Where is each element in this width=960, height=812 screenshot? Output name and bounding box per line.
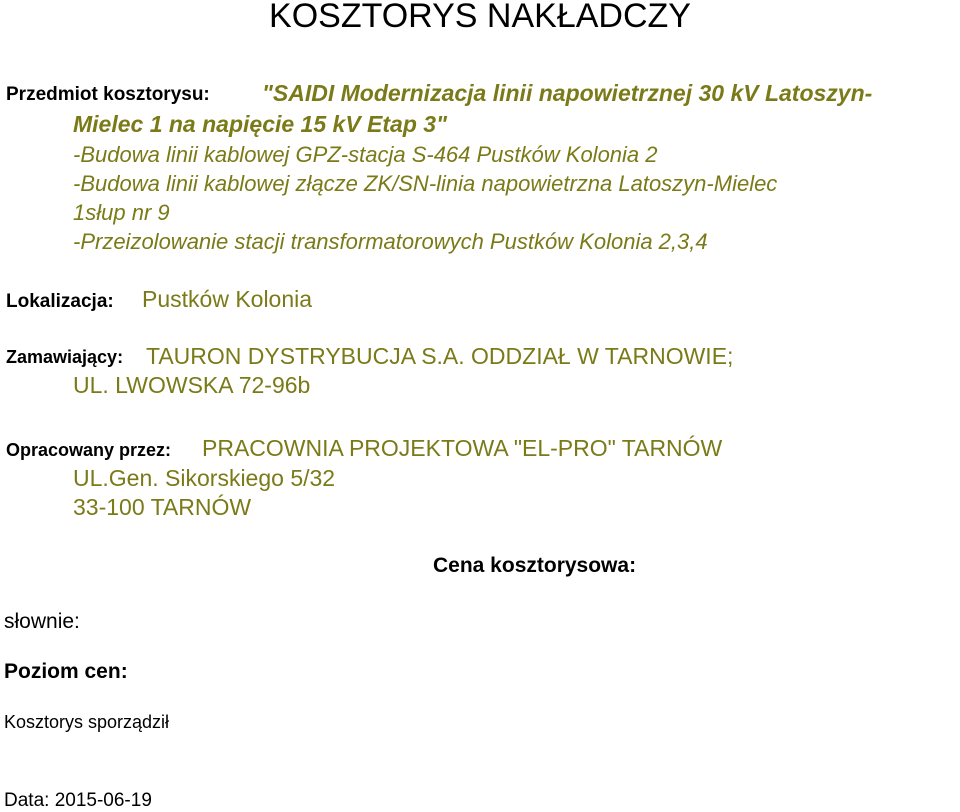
author-line-1: PRACOWNIA PROJEKTOWA "EL-PRO" TARNÓW <box>202 435 723 461</box>
prepared-by-label: Kosztorys sporządził <box>4 712 170 732</box>
author-label: Opracowany przez: <box>6 440 172 460</box>
date-label: Data: 2015-06-19 <box>4 790 152 811</box>
subject-line-5: 1słup nr 9 <box>73 200 170 225</box>
subject-line-3: -Budowa linii kablowej GPZ-stacja S-464 Pustków Kolonia 2 <box>73 142 658 167</box>
location-label: Lokalizacja: <box>6 291 114 312</box>
subject-label: Przedmiot kosztorysu: <box>6 84 210 105</box>
subject-line-1: "SAIDI Modernizacja linii napowietrznej 30 kV Latoszyn- <box>262 80 873 106</box>
price-level-label: Poziom cen: <box>4 660 128 683</box>
client-line-2: UL. LWOWSKA 72-96b <box>73 372 311 398</box>
subject-line-6: -Przeizolowanie stacji transformatorowych Pustków Kolonia 2,3,4 <box>73 229 708 254</box>
location-value: Pustków Kolonia <box>142 286 313 312</box>
client-label: Zamawiający: <box>6 347 124 367</box>
author-line-3: 33-100 TARNÓW <box>73 494 252 520</box>
page-title: KOSZTORYS NAKŁADCZY <box>269 0 691 35</box>
author-line-2: UL.Gen. Sikorskiego 5/32 <box>73 465 336 491</box>
subject-line-2: Mielec 1 na napięcie 15 kV Etap 3" <box>73 111 447 137</box>
subject-line-4: -Budowa linii kablowej złącze ZK/SN-linia napowietrzna Latoszyn-Mielec <box>73 171 778 196</box>
client-line-1: TAURON DYSTRYBUCJA S.A. ODDZIAŁ W TARNOWIE; <box>146 343 734 369</box>
cost-label: Cena kosztorysowa: <box>433 554 637 577</box>
in-words-label: słownie: <box>4 610 80 633</box>
